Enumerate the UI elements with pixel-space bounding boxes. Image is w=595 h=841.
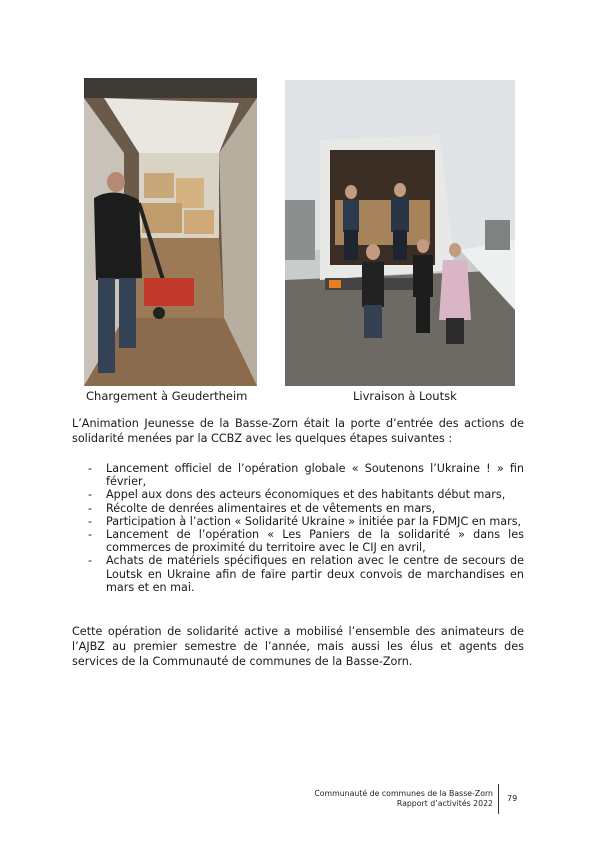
footer-report-title: Rapport d’activités 2022 xyxy=(396,799,493,808)
photo-delivery-loutsk xyxy=(285,80,515,386)
photo-loading-geudertheim xyxy=(84,78,257,386)
closing-paragraph: Cette opération de solidarité active a mobilisé l’ensemble des animateurs de l’AJBZ au premier semestre de l’année, mais aussi les élus et agents des services de la Communauté de communes de la Basse-Zorn. xyxy=(72,625,524,669)
list-item: - Récolte de denrées alimentaires et de vêtements en mars, xyxy=(86,502,524,515)
list-item: - Appel aux dons des acteurs économiques et des habitants début mars, xyxy=(86,488,524,501)
footer-divider xyxy=(498,784,499,814)
list-item: - Participation à l’action « Solidarité Ukraine » initiée par la FDMJC en mars, xyxy=(86,515,524,528)
caption-right-photo: Livraison à Loutsk xyxy=(353,389,457,403)
footer-organization: Communauté de communes de la Basse-Zorn xyxy=(314,789,493,798)
caption-left-photo: Chargement à Geudertheim xyxy=(86,389,248,403)
list-item: - Achats de matériels spécifiques en relation avec le centre de secours de Loutsk en Ukraine afin de faire partir deux convois de marchandises en mars et en mai. xyxy=(86,554,524,594)
list-item: - Lancement officiel de l’opération globale « Soutenons l’Ukraine ! » fin février, xyxy=(86,462,524,488)
page-number: 79 xyxy=(507,794,518,803)
steps-list xyxy=(86,462,524,594)
intro-paragraph: L’Animation Jeunesse de la Basse-Zorn était la porte d’entrée des actions de solidarité menées par la CCBZ avec les quelques étapes suivantes : xyxy=(72,417,524,446)
list-item: - Lancement de l’opération « Les Paniers de la solidarité » dans les commerces de proximité du territoire avec le CIJ en avril, xyxy=(86,528,524,554)
